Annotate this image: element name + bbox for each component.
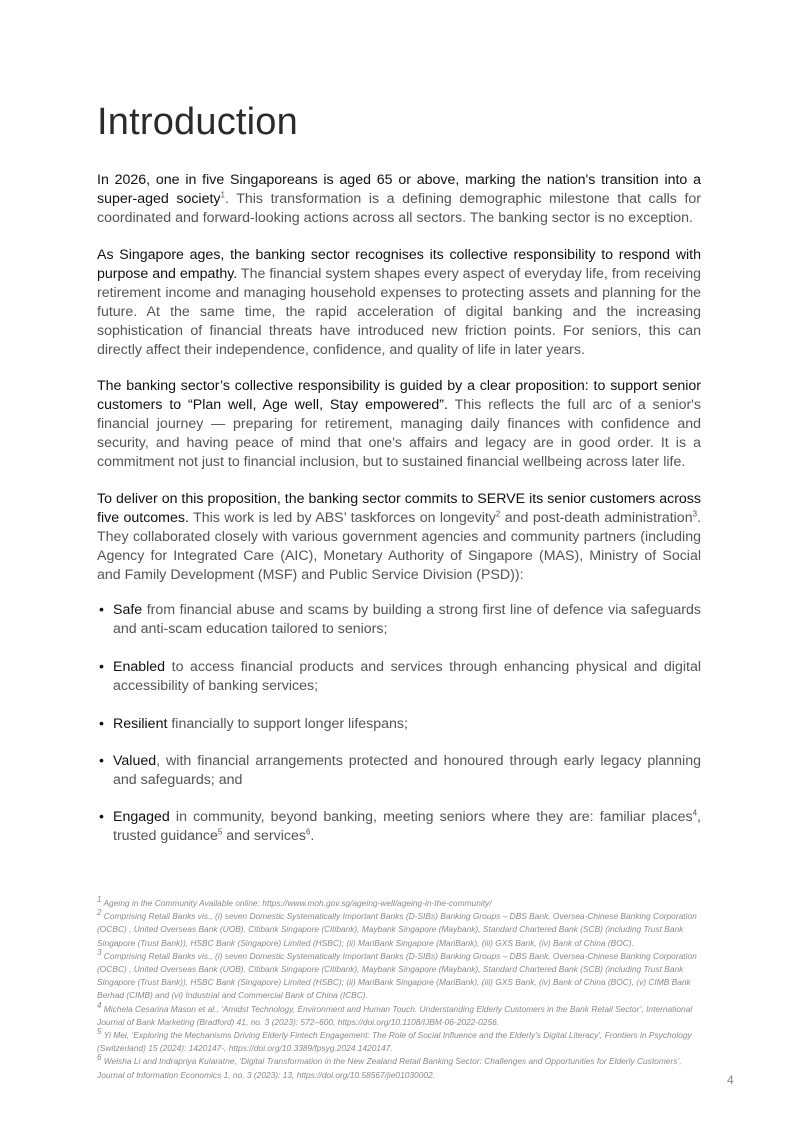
footnote-ref[interactable]: 6 xyxy=(305,827,311,837)
bullet-term: Safe xyxy=(113,602,143,618)
footnotes xyxy=(97,897,697,1082)
footnote-number: 6 xyxy=(97,1053,102,1063)
footnote xyxy=(97,1055,697,1081)
footnote-number: 4 xyxy=(97,1000,102,1010)
footnote xyxy=(97,910,697,950)
list-item xyxy=(97,752,701,790)
bullet-term: Engaged xyxy=(113,809,170,825)
bullet-text: , with financial arrangements protected and honoured through early legacy planning and safeguards; and xyxy=(113,753,701,788)
intro-paragraph-4 xyxy=(97,490,701,585)
paragraph-body: . They collaborated closely with various government agencies and community partners (including Agency for Integrated Care (AIC), Monetary Authority of Singapore (MAS), Ministry of Social and Family Development (MSF) and Public Service Division (PSD)): xyxy=(97,510,701,583)
footnote-number: 2 xyxy=(97,908,102,918)
list-item xyxy=(97,808,701,846)
footnote-text: Weisha Li and Indrapriya Kularatne, ‘Digital Transformation in the New Zealand Retail Banking Sector: Challenges and Opportunities for Elderly Customers’, Journal of Information Economics 1, no. 3 (2023): 13, https://doi.org/10.58567/jie01030002. xyxy=(97,1056,682,1080)
paragraph-lead: As Singapore ages, the banking sector recognises its collective responsibility to respond with purpose and empathy. xyxy=(97,247,701,282)
bullet-text: . xyxy=(310,828,315,844)
list-item xyxy=(97,658,701,696)
footnote xyxy=(97,950,697,1003)
bullet-term: Resilient xyxy=(113,716,168,732)
footnote-ref[interactable]: 5 xyxy=(217,827,223,837)
bullet-text: from financial abuse and scams by building a strong first line of defence via safeguards and anti-scam education tailored to seniors; xyxy=(113,602,701,637)
intro-paragraph-3 xyxy=(97,377,701,472)
bullet-icon: • xyxy=(99,716,104,732)
footnote-number: 5 xyxy=(97,1027,102,1037)
footnote xyxy=(97,1029,697,1055)
bullet-icon: • xyxy=(99,809,104,825)
bullet-term: Enabled xyxy=(113,659,166,675)
footnote-ref[interactable]: 1 xyxy=(220,190,225,200)
bullet-text: and services xyxy=(222,828,306,844)
footnote-ref[interactable]: 3 xyxy=(692,509,698,519)
footnote-text: Comprising Retail Banks vis., (i) seven Domestic Systematically Important Banks (D-SIBs) Banking Groups – DBS Bank, Oversea-Chinese Banking Corporation (OCBC) , United Overseas Bank (UOB), Citibank Singapore (Citibank), Maybank Singapore (Maybank), Standard Chartered Bank (SCB) (including Trust Bank Singapore (Trust Bank)), HSBC Bank (Singapore) Limited (HSBC); (ii) MariBank Singapore (MariBank), (iii) GXS Bank, (iv) Bank of China (BOC), (v) CIMB Bank Berhad (CIMB) and (vi) Industrial and Commercial Bank of China (ICBC). xyxy=(97,950,697,1001)
footnote xyxy=(97,897,697,910)
list-item xyxy=(97,715,701,734)
footnote-number: 1 xyxy=(97,895,102,905)
intro-paragraph-1 xyxy=(97,171,701,228)
bullet-icon: • xyxy=(99,753,104,769)
list-item xyxy=(97,601,701,639)
paragraph-lead: To deliver on this proposition, the banking sector commits to SERVE its senior customers across five outcomes. xyxy=(97,491,701,526)
footnote-text: Michela Cesarina Mason et al., ‘Amidst Technology, Environment and Human Touch. Understanding Elderly Customers in the Bank Retail Sector’, International Journal of Bank Marketing (Bradford) 41, no. 3 (2023): 572–600, https://doi.org/10.1108/IJBM-06-2022-0256. xyxy=(97,1003,693,1027)
paragraph-body: and post-death administration xyxy=(500,510,693,526)
bullet-icon: • xyxy=(99,659,104,675)
paragraph-body: This work is led by ABS’ taskforces on longevity xyxy=(188,510,496,526)
bullet-icon: • xyxy=(99,602,104,618)
page-number: 4 xyxy=(727,1073,734,1087)
bullet-text: in community, beyond banking, meeting seniors where they are: familiar places xyxy=(169,809,693,825)
footnote-ref[interactable]: 2 xyxy=(495,509,501,519)
paragraph-body: The financial system shapes every aspect of everyday life, from receiving retirement income and managing household expenses to protecting assets and planning for the future. At the same time, the rapid acceleration of digital banking and the increasing sophistication of financial threats have introduced new friction points. For seniors, this can directly affect their independence, confidence, and quality of life in later years. xyxy=(97,266,701,358)
intro-paragraph-2 xyxy=(97,246,701,360)
bullet-text: financially to support longer lifespans; xyxy=(167,716,408,732)
page-body xyxy=(97,100,702,844)
bullet-text: to access financial products and services through enhancing physical and digital accessibility of banking services; xyxy=(113,659,701,694)
footnote xyxy=(97,1000,697,1029)
paragraph-lead: In 2026, one in five Singaporeans is aged 65 or above, marking the nation's transition into a super-aged society xyxy=(97,172,701,207)
bullet-term: Valued xyxy=(113,753,157,769)
bullet-text: , trusted guidance xyxy=(113,809,701,844)
page-title: Introduction xyxy=(97,101,298,143)
paragraph-body: This reflects the full arc of a senior's financial journey — preparing for retirement, managing daily finances with confidence and security, and having peace of mind that one's affairs and legacy are in good order. It is a commitment not just to financial inclusion, but to sustained financial wellbeing across later life. xyxy=(97,397,701,470)
footnote-ref[interactable]: 4 xyxy=(692,808,698,818)
footnote-text: Comprising Retail Banks vis., (i) seven Domestic Systematically Important Banks (D-SIBs) Banking Groups – DBS Bank, Oversea-Chinese Banking Corporation (OCBC) , United Overseas Bank (UOB), Citibank Singapore (Citibank), Maybank Singapore (Maybank), Standard Chartered Bank (SCB) (including Trust Bank Singapore (Trust Bank)), HSBC Bank (Singapore) Limited (HSBC); (ii) MariBank Singapore (MariBank), (iii) GXS Bank, (iv) Bank of China (BOC). xyxy=(97,911,697,948)
footnote-number: 3 xyxy=(97,948,102,958)
paragraph-body: . This transformation is a defining demographic milestone that calls for coordinated and forward-looking actions across all sectors. The banking sector is no exception. xyxy=(97,191,702,226)
footnote-text: Ageing in the Community Available online: https://www.moh.gov.sg/ageing-well/ageing-in-the-community/ xyxy=(101,898,492,908)
footnote-text: Yi Mei, ‘Exploring the Mechanisms Driving Elderly Fintech Engagement: The Role of Social Influence and the Elderly’s Digital Literacy’, Frontiers in Psychology (Switzerland) 15 (2024): 1420147-, https://doi.org/10.3389/fpsyg.2024.1420147. xyxy=(97,1030,692,1054)
paragraph-lead: The banking sector’s collective responsibility is guided by a clear proposition: to support senior customers to “Plan well, Age well, Stay empowered”. xyxy=(97,378,701,413)
